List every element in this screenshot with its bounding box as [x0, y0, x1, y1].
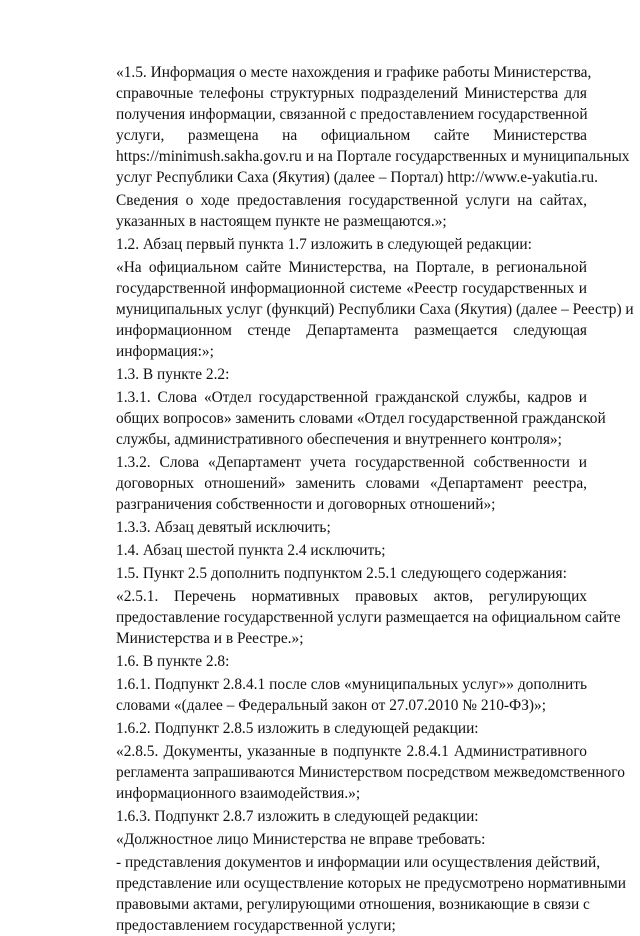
text-line: 1.4. Абзац шестой пункта 2.4 исключить; [116, 542, 386, 559]
paragraph-official-prohibition [84, 829, 587, 850]
text-line: получения информации, связанной с предоставлением государственной [116, 106, 588, 123]
paragraph-status-info [84, 190, 587, 232]
text-line: правовыми актами, регулирующими отношения, возникающие в связи с [116, 896, 590, 913]
text-line: «Должностное лицо Министерства не вправе требовать: [116, 831, 486, 848]
text-line: «2.5.1. Перечень нормативных правовых актов, регулирующих [116, 588, 587, 605]
paragraph-2-8-5 [84, 741, 625, 804]
text-line: 1.3.1. Слова «Отдел государственной гражданской службы, кадров и [116, 389, 587, 406]
text-line: представление или осуществление которых не предусмотрено нормативными [116, 875, 626, 892]
text-line: 1.6.2. Подпункт 2.8.5 изложить в следующей редакции: [116, 720, 479, 737]
paragraph-1-3-1 [84, 387, 606, 450]
paragraph-list-item [84, 852, 626, 936]
paragraph-official-site [84, 257, 634, 362]
paragraph-1-5-contacts [84, 62, 630, 188]
text-line: «На официальном сайте Министерства, на Портале, в региональной [116, 259, 587, 276]
text-line: 1.6. В пункте 2.8: [116, 653, 230, 670]
paragraph-1-6-2 [84, 718, 587, 739]
text-line: службы, административного обеспечения и внутреннего контроля»; [116, 431, 562, 448]
paragraph-1-2 [84, 234, 587, 255]
paragraph-1-3-3 [84, 517, 587, 538]
text-line: предоставление государственной услуги размещается на официальном сайте [116, 609, 621, 626]
paragraph-1-3-2 [84, 452, 587, 515]
text-line: договорных отношений» заменить словами «Департамент реестра, [116, 475, 587, 492]
text-line: муниципальных услуг (функций) Республики Саха (Якутия) (далее – Реестр) и [116, 301, 634, 318]
text-line: общих вопросов» заменить словами «Отдел государственной гражданской [116, 410, 606, 427]
text-line: 1.3. В пункте 2.2: [116, 366, 230, 383]
text-line: «1.5. Информация о месте нахождения и графике работы Министерства, [116, 64, 592, 81]
text-line: государственной информационной системе «Реестр государственных и [116, 280, 587, 297]
paragraph-2-5-1 [84, 586, 621, 649]
paragraph-1-6-3 [84, 806, 587, 827]
paragraph-1-3 [84, 364, 587, 385]
text-line: справочные телефоны структурных подразделений Министерства для [116, 85, 587, 102]
text-line: словами «(далее – Федеральный закон от 27.07.2010 № 210-ФЗ)»; [116, 697, 547, 714]
text-line: 1.6.1. Подпункт 2.8.4.1 после слов «муниципальных услуг»» дополнить [116, 676, 587, 693]
text-line: информационного взаимодействия.»; [116, 785, 361, 802]
text-line: предоставлением государственной услуги; [116, 917, 396, 934]
text-line: услуги, размещена на официальном сайте Министерства [116, 127, 587, 144]
text-line: 1.3.3. Абзац девятый исключить; [116, 519, 331, 536]
text-line: услуг Республики Саха (Якутия) (далее – Портал) http://www.e-yakutia.ru. [116, 169, 598, 186]
text-line: 1.3.2. Слова «Департамент учета государственной собственности и [116, 454, 587, 471]
text-line: информация:»; [116, 343, 214, 360]
text-line: - представления документов и информации или осуществления действий, [116, 854, 601, 871]
text-line: Сведения о ходе предоставления государственной услуги на сайтах, [116, 192, 587, 209]
text-line: 1.5. Пункт 2.5 дополнить подпунктом 2.5.1 следующего содержания: [116, 565, 567, 582]
text-line: разграничения собственности и договорных отношений»; [116, 496, 496, 513]
text-line: Министерства и в Реестре.»; [116, 630, 304, 647]
text-line: информационном стенде Департамента размещается следующая [116, 322, 587, 339]
text-line: 1.2. Абзац первый пункта 1.7 изложить в следующей редакции: [116, 236, 532, 253]
paragraph-1-6-1 [84, 674, 587, 716]
text-line: «2.8.5. Документы, указанные в подпункте 2.8.4.1 Административного [116, 743, 587, 760]
text-line: 1.6.3. Подпункт 2.8.7 изложить в следующей редакции: [116, 808, 479, 825]
text-line: регламента запрашиваются Министерством посредством межведомственного [116, 764, 625, 781]
paragraph-1-4 [84, 540, 587, 561]
text-line: https://minimush.sakha.gov.ru и на Портале государственных и муниципальных [116, 148, 630, 165]
paragraph-1-5 [84, 563, 587, 584]
paragraph-1-6 [84, 651, 587, 672]
text-line: указанных в настоящем пункте не размещаются.»; [116, 213, 447, 230]
document-body [84, 62, 634, 936]
